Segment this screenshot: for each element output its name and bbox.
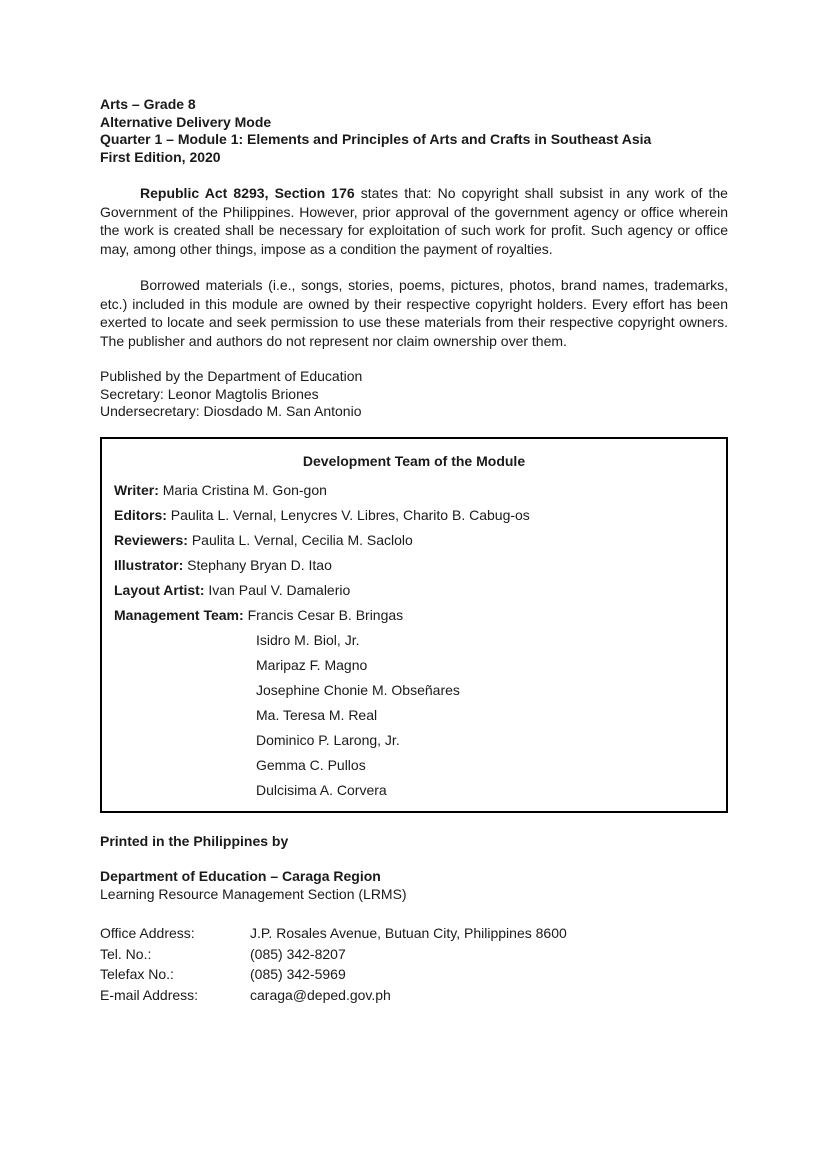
borrowed-materials-paragraph: Borrowed materials (i.e., songs, stories, poems, pictures, photos, brand names, trademarks, etc.) included in this module are owned by their respective copyright holders. Every effort has been exerted to locate and seek permission to use these materials from their respective copyright owners. The publisher and authors do not represent nor claim ownership over them. <box>100 277 728 349</box>
copyright-act-lead: Republic Act 8293, Section 176 <box>140 185 355 201</box>
development-team-box <box>100 437 728 813</box>
management-member: Isidro M. Biol, Jr. <box>256 631 360 648</box>
role-writer <box>114 482 714 499</box>
module-edition: First Edition, 2020 <box>100 148 221 165</box>
management-member: Dulcisima A. Corvera <box>256 781 387 798</box>
module-subject-grade: Arts – Grade 8 <box>100 96 196 112</box>
management-member: Ma. Teresa M. Real <box>256 706 378 723</box>
role-editors-label: Editors: <box>114 506 167 523</box>
published-by-line: Published by the Department of Education <box>100 368 363 384</box>
contact-row-office-address <box>100 923 728 944</box>
role-editors-value: Paulita L. Vernal, Lenycres V. Libres, Charito B. Cabug-os <box>170 506 530 523</box>
module-title-block <box>100 96 728 166</box>
printing-org-block <box>100 868 728 903</box>
role-layout-artist-label: Layout Artist: <box>114 581 205 598</box>
role-management-team <box>114 607 714 624</box>
role-writer-value: Maria Cristina M. Gon-gon <box>162 481 327 498</box>
role-illustrator <box>114 557 714 574</box>
secretary-line: Secretary: Leonor Magtolis Briones <box>100 385 319 402</box>
telefax-label: Telefax No.: <box>100 966 174 983</box>
role-reviewers-value: Paulita L. Vernal, Cecilia M. Saclolo <box>191 531 413 548</box>
role-management-team-value: Francis Cesar B. Bringas <box>247 606 404 623</box>
tel-label: Tel. No.: <box>100 945 152 962</box>
management-member: Maripaz F. Magno <box>256 656 368 673</box>
office-address-value: J.P. Rosales Avenue, Butuan City, Philippines 8600 <box>250 925 567 941</box>
printing-org-name: Department of Education – Caraga Region <box>100 868 381 884</box>
copyright-act-paragraph <box>100 184 728 258</box>
role-illustrator-value: Stephany Bryan D. Itao <box>187 556 332 573</box>
telefax-value: (085) 342-5969 <box>250 966 346 983</box>
role-layout-artist-value: Ivan Paul V. Damalerio <box>208 581 351 598</box>
management-member: Gemma C. Pullos <box>256 756 366 773</box>
contact-row-email <box>100 985 728 1006</box>
role-illustrator-label: Illustrator: <box>114 556 184 573</box>
role-reviewers <box>114 532 714 549</box>
development-team-title: Development Team of the Module <box>302 452 526 469</box>
email-label: E-mail Address: <box>100 987 199 1004</box>
copyright-act-body: states that: No copyright shall subsist in any work of the Government of the Philippines. However, prior approval of the government agency or office wherein the work is created shall be necessary for exploitation of such work for profit. Such agency or office may, among other things, impose as a condition the payment of royalties. <box>100 185 728 257</box>
role-reviewers-label: Reviewers: <box>114 531 188 548</box>
role-layout-artist <box>114 582 714 599</box>
publisher-block <box>100 368 728 421</box>
management-member: Josephine Chonie M. Obseñares <box>256 681 460 698</box>
module-quarter-title: Quarter 1 – Module 1: Elements and Principles of Arts and Crafts in Southeast Asia <box>100 131 652 147</box>
contact-row-tel <box>100 944 728 965</box>
contact-block <box>100 923 728 1006</box>
email-value: caraga@deped.gov.ph <box>250 987 391 1004</box>
office-address-label: Office Address: <box>100 925 195 941</box>
printing-org-section: Learning Resource Management Section (LRMS) <box>100 885 407 902</box>
printed-in-heading: Printed in the Philippines by <box>100 832 289 849</box>
role-writer-label: Writer: <box>114 481 159 498</box>
tel-value: (085) 342-8207 <box>250 945 346 962</box>
contact-row-telefax <box>100 964 728 985</box>
undersecretary-line: Undersecretary: Diosdado M. San Antonio <box>100 403 362 419</box>
role-management-team-label: Management Team: <box>114 606 244 623</box>
role-editors <box>114 507 714 524</box>
management-member: Dominico P. Larong, Jr. <box>256 731 400 748</box>
module-delivery-mode: Alternative Delivery Mode <box>100 113 272 130</box>
